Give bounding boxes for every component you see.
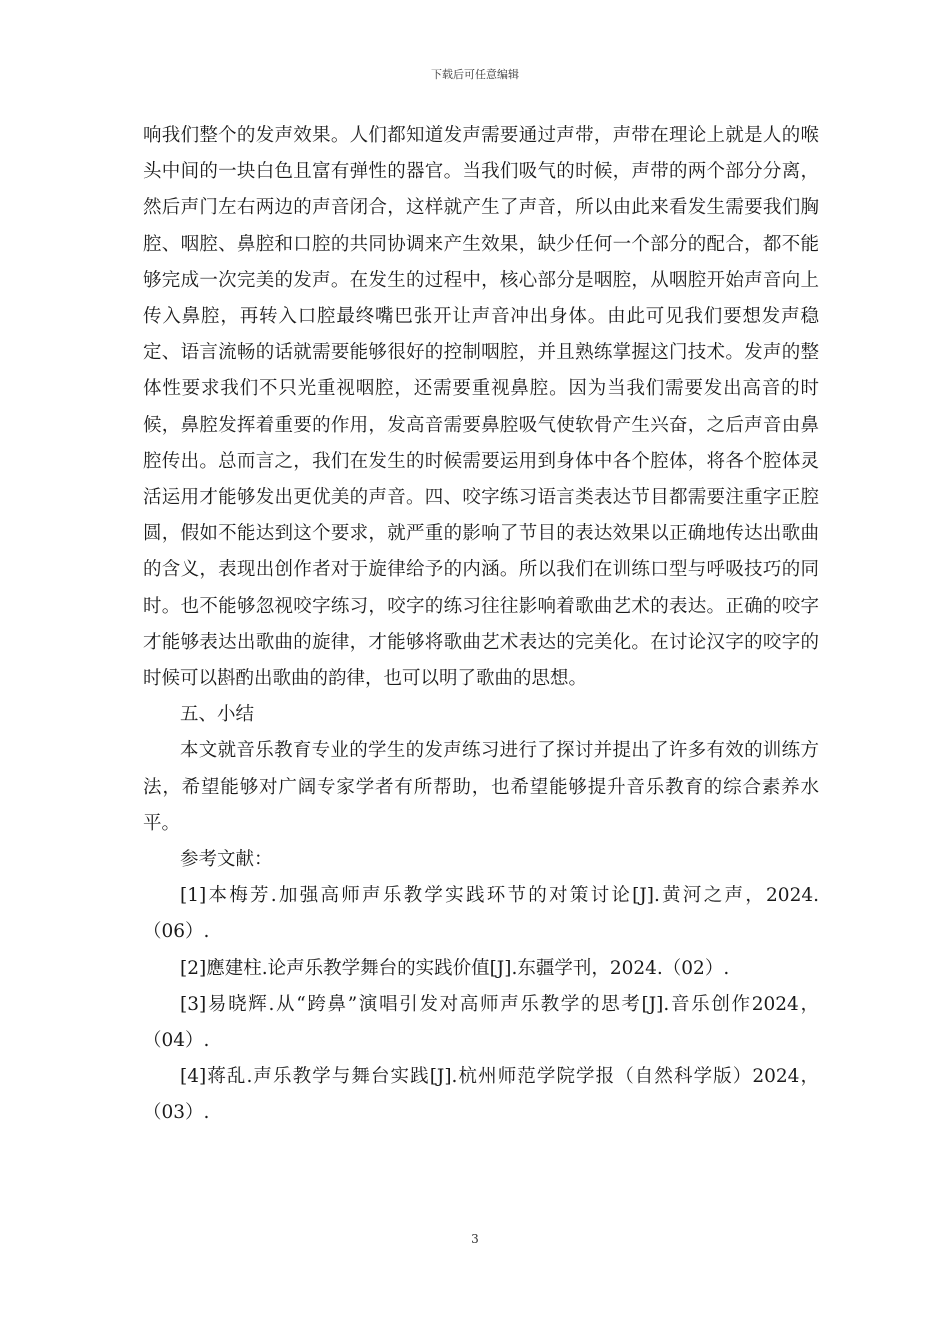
document-body — [143, 118, 819, 1132]
page-number: 3 — [471, 1232, 479, 1246]
body-paragraph: 响我们整个的发声效果。人们都知道发声需要通过声带，声带在理论上就是人的喉头中间的一块白色且富有弹性的器官。当我们吸气的时候，声带的两个部分分离，然后声门左右两边的声音闭合，这样就产生了声音，所以由此来看发生需要我们胸腔、咽腔、鼻腔和口腔的共同协调来产生效果，缺少任何一个部分的配合，都不能够完成一次完美的发声。在发生的过程中，核心部分是咽腔，从咽腔开始声音向上传入鼻腔，再转入口腔最终嘴巴张开让声音冲出身体。由此可见我们要想发声稳定、语言流畅的话就需要能够很好的控制咽腔，并且熟练掌握这门技术。发声的整体性要求我们不只光重视咽腔，还需要重视鼻腔。因为当我们需要发出高音的时候，鼻腔发挥着重要的作用，发高音需要鼻腔吸气使软骨产生兴奋，之后声音由鼻腔传出。总而言之，我们在发生的时候需要运用到身体中各个腔体，将各个腔体灵活运用才能够发出更优美的声音。四、咬字练习语言类表达节目都需要注重字正腔圆，假如不能达到这个要求，就严重的影响了节目的表达效果以正确地传达出歌曲的含义，表现出创作者对于旋律给予的内涵。所以我们在训练口型与呼吸技巧的同时。也不能够忽视咬字练习，咬字的练习往往影响着歌曲艺术的表达。正确的咬字才能够表达出歌曲的旋律，才能够将歌曲艺术表达的完美化。在讨论汉字的咬字的时候可以斟酌出歌曲的韵律，也可以明了歌曲的思想。 — [143, 125, 819, 690]
summary-paragraph: 本文就音乐教育专业的学生的发声练习进行了探讨并提出了许多有效的训练方法，希望能够对广阔专家学者有所帮助，也希望能够提升音乐教育的综合素养水平。 — [143, 740, 819, 834]
reference-item: [1]本梅芳.加强高师声乐教学实践环节的对策讨论[J].黄河之声，2024.（06）. — [143, 885, 819, 943]
references-heading: 参考文献： — [180, 849, 273, 871]
page-header: 下载后可任意编辑 — [431, 68, 519, 81]
section-heading: 五、小结 — [180, 704, 255, 726]
reference-item: [3]易晓辉.从“跨鼻”演唱引发对高师声乐教学的思考[J].音乐创作2024，（04）. — [143, 993, 819, 1052]
reference-item: [2]應建柱.论声乐教学舞台的实践价值[J].东疆学刊，2024.（02）. — [180, 957, 730, 979]
reference-item: [4]蒋乱.声乐教学与舞台实践[J].杭州师范学院学报（自然科学版）2024，（03）. — [143, 1066, 819, 1124]
